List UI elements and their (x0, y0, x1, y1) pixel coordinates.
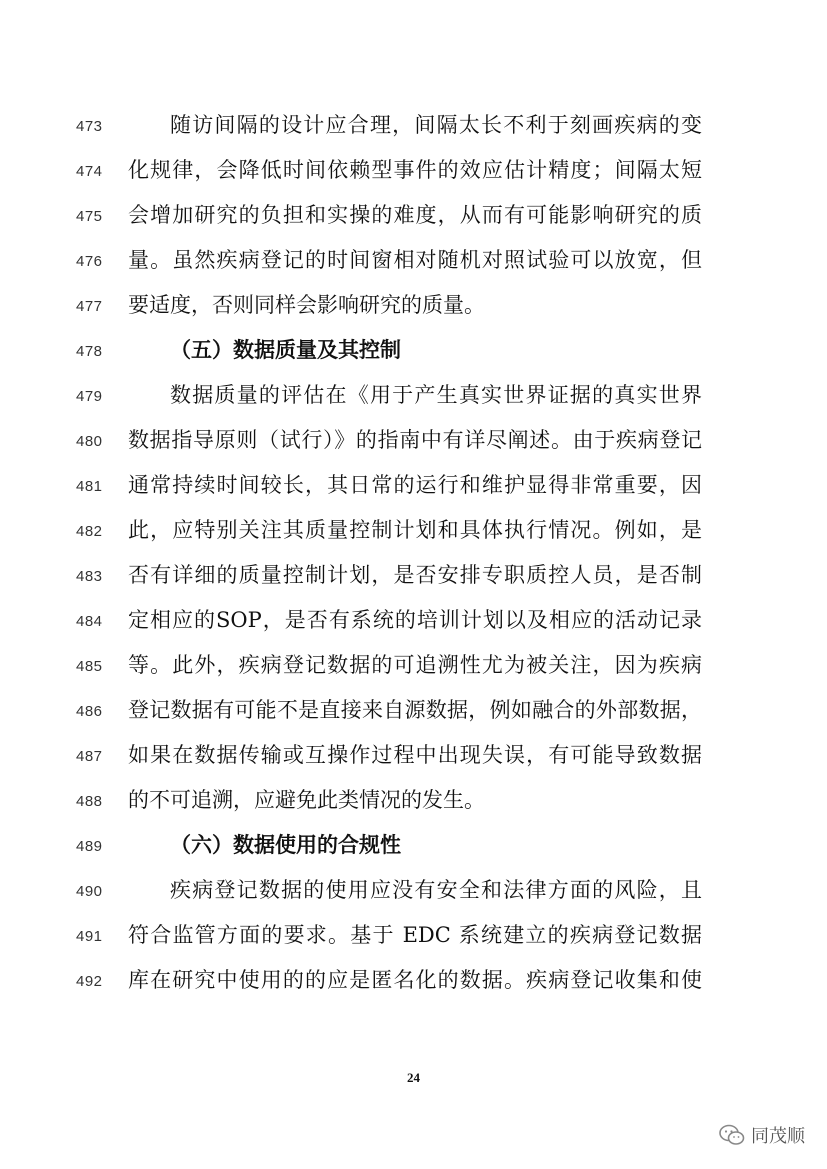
paragraph-line: 会增加研究的负担和实操的难度，从而有可能影响研究的质 (128, 203, 702, 227)
section-heading: （五）数据质量及其控制 (170, 337, 401, 362)
line-number: 483 (76, 568, 103, 585)
line-number: 474 (76, 163, 103, 180)
text-line (0, 738, 827, 778)
text-line (0, 153, 827, 193)
watermark-label: 同茂顺 (751, 1126, 805, 1147)
paragraph-line: 化规律，会降低时间依赖型事件的效应估计精度；间隔太短 (128, 158, 702, 182)
text-line (0, 423, 827, 463)
line-number: 485 (76, 658, 103, 675)
paragraph-line: 此，应特别关注其质量控制计划和具体执行情况。例如，是 (128, 518, 702, 542)
paragraph-line: 登记数据有可能不是直接来自源数据，例如融合的外部数据， (128, 698, 702, 722)
line-number: 473 (76, 118, 103, 135)
watermark (719, 1122, 805, 1148)
section-heading: （六）数据使用的合规性 (170, 832, 401, 857)
line-number: 490 (76, 883, 103, 900)
text-line (0, 828, 827, 868)
paragraph-line: 符合监管方面的要求。基于 EDC 系统建立的疾病登记数据 (128, 923, 702, 947)
paragraph-line: 数据质量的评估在《用于产生真实世界证据的真实世界 (170, 383, 702, 407)
paragraph-line: 库在研究中使用的的应是匿名化的数据。疾病登记收集和使 (128, 968, 702, 992)
paragraph-line: 通常持续时间较长，其日常的运行和维护显得非常重要，因 (128, 473, 702, 497)
line-number: 476 (76, 253, 103, 270)
text-line (0, 648, 827, 688)
text-line (0, 513, 827, 553)
wechat-icon (719, 1124, 745, 1146)
line-number: 477 (76, 298, 103, 315)
line-number: 478 (76, 343, 103, 360)
paragraph-line: 否有详细的质量控制计划，是否安排专职质控人员，是否制 (128, 563, 702, 587)
text-line (0, 783, 827, 823)
line-number: 479 (76, 388, 103, 405)
text-line (0, 873, 827, 913)
text-line (0, 963, 827, 1003)
line-number: 489 (76, 838, 103, 855)
text-line (0, 558, 827, 598)
paragraph-line: 等。此外，疾病登记数据的可追溯性尤为被关注，因为疾病 (128, 653, 702, 677)
text-line (0, 693, 827, 733)
paragraph-line: 随访间隔的设计应合理，间隔太长不利于刻画疾病的变 (170, 113, 702, 137)
paragraph-line: 的不可追溯，应避免此类情况的发生。 (128, 788, 485, 812)
paragraph-line: 疾病登记数据的使用应没有安全和法律方面的风险，且 (170, 878, 702, 902)
paragraph-line: 数据指导原则（试行）》的指南中有详尽阐述。由于疾病登记 (128, 428, 702, 452)
line-number: 486 (76, 703, 103, 720)
paragraph-line: 要适度，否则同样会影响研究的质量。 (128, 293, 485, 317)
paragraph-line: 定相应的SOP，是否有系统的培训计划以及相应的活动记录 (128, 608, 702, 632)
line-number: 484 (76, 613, 103, 630)
line-number: 491 (76, 928, 103, 945)
line-number: 480 (76, 433, 103, 450)
text-line (0, 918, 827, 958)
line-number: 481 (76, 478, 103, 495)
text-line (0, 603, 827, 643)
paragraph-line: 如果在数据传输或互操作过程中出现失误，有可能导致数据 (128, 743, 702, 767)
line-number: 482 (76, 523, 103, 540)
line-number: 488 (76, 793, 103, 810)
paragraph-line: 量。虽然疾病登记的时间窗相对随机对照试验可以放宽，但 (128, 248, 702, 272)
text-line (0, 108, 827, 148)
text-line (0, 288, 827, 328)
text-line (0, 378, 827, 418)
page-number: 24 (407, 1070, 420, 1085)
line-number: 492 (76, 973, 103, 990)
text-line (0, 243, 827, 283)
text-line (0, 333, 827, 373)
line-number: 475 (76, 208, 103, 225)
text-line (0, 198, 827, 238)
text-line (0, 468, 827, 508)
line-number: 487 (76, 748, 103, 765)
